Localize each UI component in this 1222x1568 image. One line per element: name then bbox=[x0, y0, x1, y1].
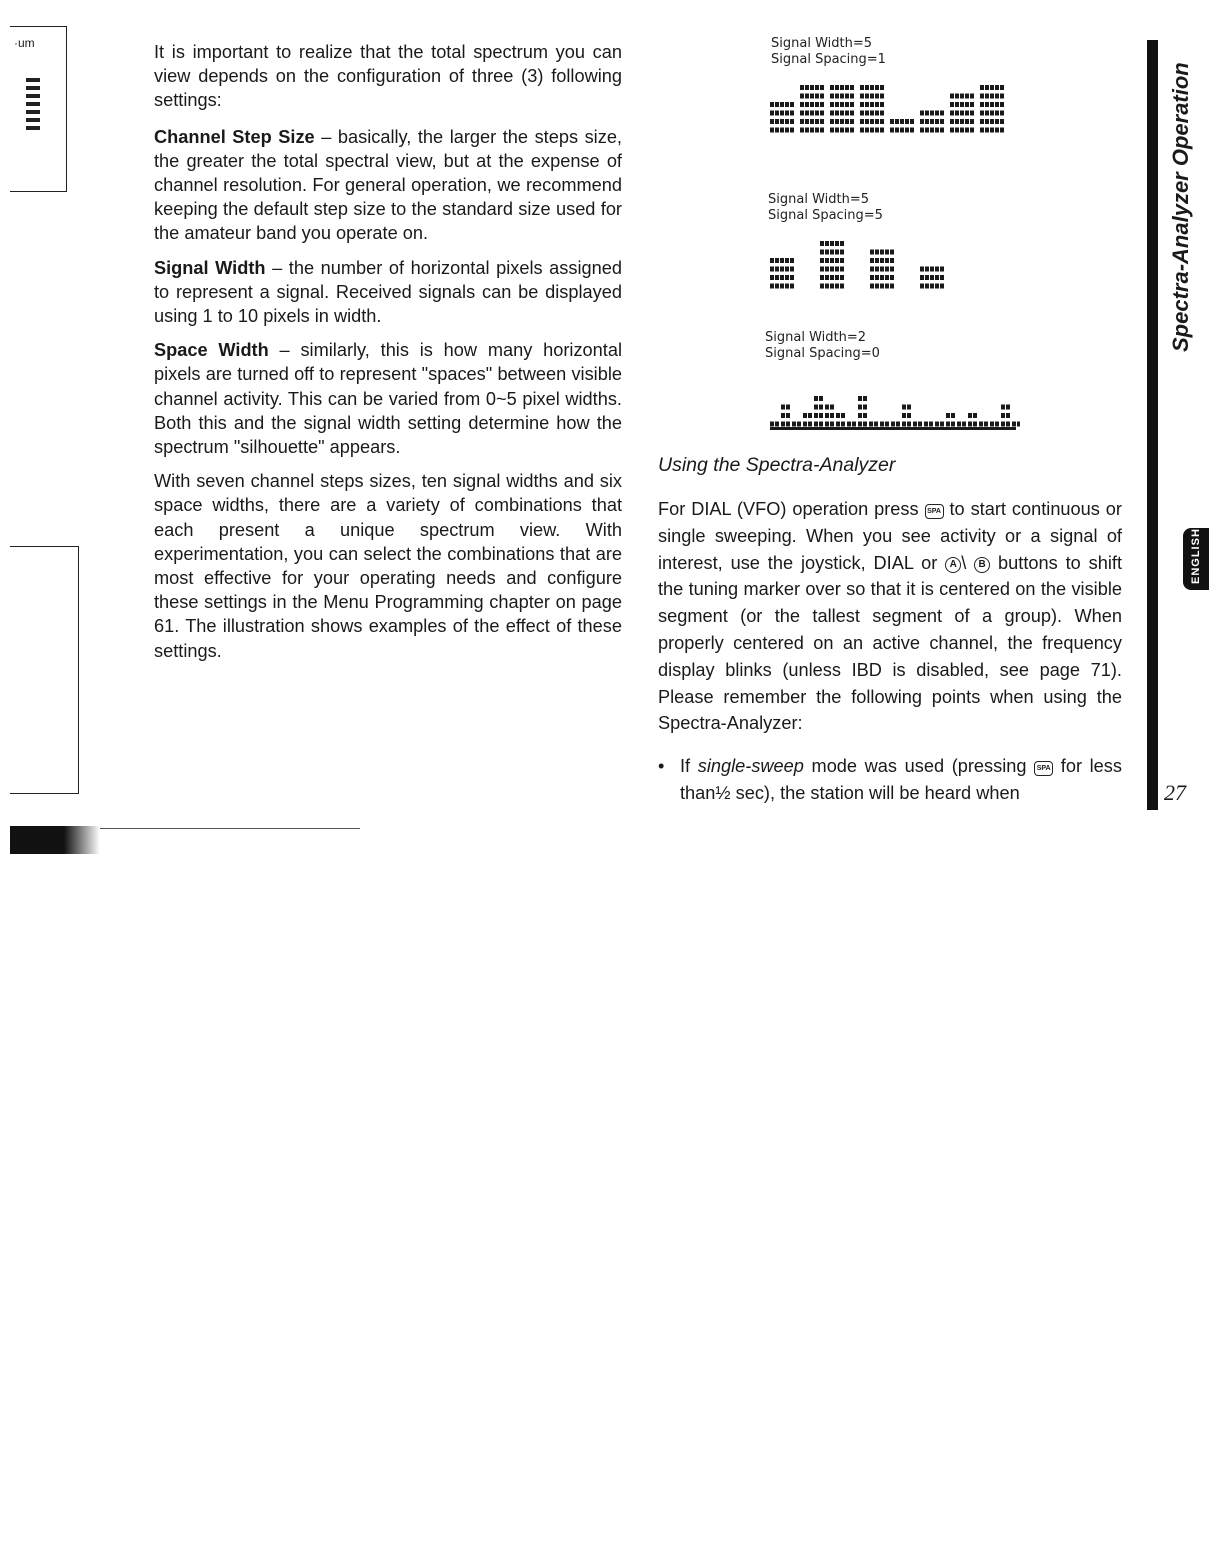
term-channel-step-size: Channel Step Size bbox=[154, 126, 315, 147]
spectrum-bar bbox=[820, 241, 844, 289]
spectrum-bar bbox=[935, 422, 944, 427]
spectrum-bar bbox=[836, 413, 845, 427]
button-b-icon: B bbox=[974, 557, 990, 573]
facing-page-frame-lower bbox=[10, 546, 79, 794]
spectrum-bar bbox=[924, 422, 933, 427]
spectrum-bar bbox=[800, 85, 824, 133]
spectrum-bar bbox=[880, 422, 889, 427]
term-space-width: Space Width bbox=[154, 340, 269, 361]
facing-page-fragment: ·um bbox=[14, 36, 35, 50]
spectrum-baseline bbox=[770, 427, 1016, 430]
spectrum-bar bbox=[858, 396, 867, 427]
spectrum-bar bbox=[950, 94, 974, 133]
spectrum-bar bbox=[770, 422, 779, 427]
scan-line bbox=[100, 828, 360, 829]
button-a-icon: A bbox=[945, 557, 961, 573]
section-heading: Using the Spectra-Analyzer bbox=[658, 454, 896, 476]
spectrum-bar bbox=[792, 422, 801, 427]
spectrum-bar bbox=[814, 396, 823, 427]
setting-signal-width: Signal Width – the number of horizontal pixels assigned to represent a signal. Received signals can be displayed using 1 to 10 pixels in width. bbox=[154, 257, 622, 327]
spectrum-bar bbox=[980, 85, 1004, 133]
diagram-2-label: Signal Width=5 Signal Spacing=5 bbox=[768, 192, 883, 223]
sidebar-bar bbox=[1147, 40, 1158, 810]
spectrum-bar bbox=[860, 85, 884, 133]
points-list bbox=[658, 753, 1122, 807]
diagram-3-spectrum bbox=[770, 370, 1020, 430]
diagram-1-spectrum bbox=[770, 72, 1020, 136]
spectrum-bar bbox=[770, 102, 794, 133]
spectrum-bar bbox=[770, 258, 794, 289]
page-number: 27 bbox=[1164, 780, 1186, 805]
summary-paragraph: With seven channel steps sizes, ten signal widths and six space widths, there are a variety of combinations that each present a unique spectrum view. With experimentation, you can select the combinations that are most effective for your operating needs and configure these settings in the Menu Programming chapter on page 61. The illustration shows examples of the effect of these settings. bbox=[154, 471, 622, 661]
spectrum-bar bbox=[968, 413, 977, 427]
spectrum-bar bbox=[920, 267, 944, 289]
spectrum-bar bbox=[803, 413, 812, 427]
spa-key-icon: SPA bbox=[925, 504, 944, 519]
spectrum-bar bbox=[920, 111, 944, 133]
spectrum-bar bbox=[902, 405, 911, 427]
spectrum-bar bbox=[957, 422, 966, 427]
spectrum-bar bbox=[979, 422, 988, 427]
spectrum-bar bbox=[1012, 422, 1020, 427]
spectrum-bar bbox=[913, 422, 922, 427]
diagram-3-label: Signal Width=2 Signal Spacing=0 bbox=[765, 330, 880, 361]
setting-channel-step: Channel Step Size – basically, the larger the steps size, the greater the total spectral view, but at the expense of channel resolution. For general operation, we recommend keeping the default step size to the standard size used for the amateur band you operate on. bbox=[154, 126, 622, 244]
spectrum-bar bbox=[946, 413, 955, 427]
spectrum-bar bbox=[781, 405, 790, 427]
setting-space-width: Space Width – similarly, this is how many horizontal pixels are turned off to represent "spaces" between visible channel activity. This can be varied from 0~5 pixel widths. Both this and the signal width setting determine how the spectrum "silhouette" appears. bbox=[154, 340, 622, 458]
spectrum-bar bbox=[830, 85, 854, 133]
list-item: • If single-sweep mode was used (pressing SPA for less than½ sec), the station will be heard when bbox=[658, 753, 1122, 807]
term-signal-width: Signal Width bbox=[154, 257, 266, 278]
spa-key-icon: SPA bbox=[1034, 761, 1053, 776]
operation-paragraph: For DIAL (VFO) operation press SPA to start continuous or single sweeping. When you see activity or a signal of interest, use the joystick, DIAL or A \ B buttons to shift the tuning marker over so that it is centered on the visible segment (or the tallest segment of a group). When properly centered on an active channel, the frequency display blinks (unless IBD is disabled, see page 71). Please remember the following points when using the Spectra-Analyzer: bbox=[658, 499, 1122, 734]
spectrum-bar bbox=[870, 250, 894, 289]
left-column bbox=[154, 40, 622, 673]
scan-smudge bbox=[10, 826, 100, 854]
right-column bbox=[658, 496, 1122, 807]
spectrum-bar bbox=[890, 119, 914, 133]
spectrum-bar bbox=[869, 422, 878, 427]
facing-page-dots bbox=[24, 76, 44, 136]
language-tab-label: ENGLISH bbox=[1190, 528, 1202, 584]
diagram-2-spectrum bbox=[770, 228, 1020, 292]
spectrum-bar bbox=[1001, 405, 1010, 427]
spectrum-bar bbox=[891, 422, 900, 427]
intro-paragraph: It is important to realize that the total spectrum you can view depends on the configuration of three (3) following settings: bbox=[154, 42, 622, 111]
spectrum-bar bbox=[990, 422, 999, 427]
spectrum-bar bbox=[825, 405, 834, 427]
diagram-1-label: Signal Width=5 Signal Spacing=1 bbox=[771, 36, 886, 67]
sidebar-title: Spectra-Analyzer Operation bbox=[1168, 62, 1193, 352]
spectrum-bar bbox=[847, 422, 856, 427]
